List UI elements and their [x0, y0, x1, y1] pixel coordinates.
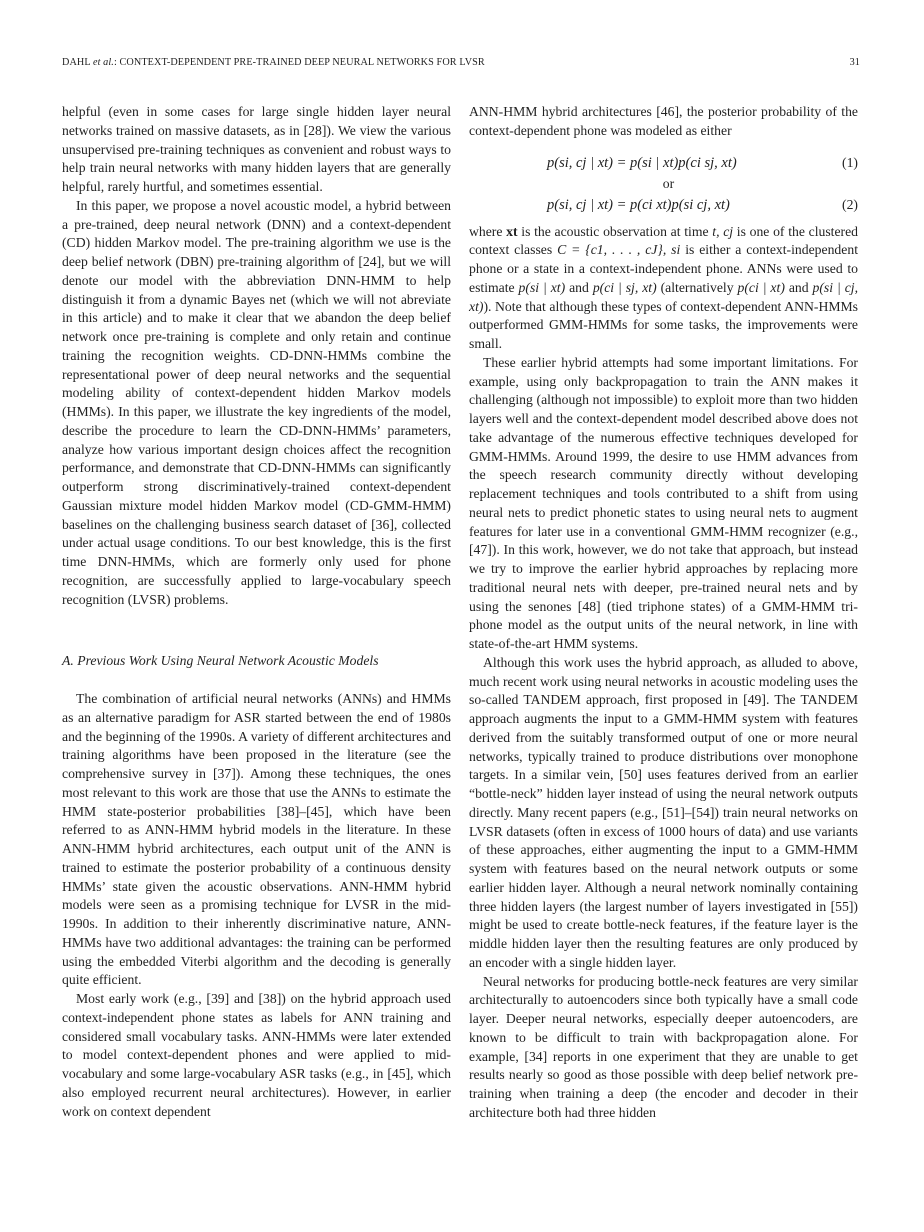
equation-1	[469, 152, 858, 174]
right-paragraph-4: Although this work uses the hybrid approach, as alluded to above, much recent work using neural networks in acoustic modeling uses the so-called TANDEM approach, first proposed in [49]. The TANDEM approach augments the input to a GMM-HMM system with features derived from the suitably transformed output of one or more neural networks, typically trained to produce distributions over monophone targets. In a similar vein, [50] uses features derived from an earlier “bottle-neck” hidden layer instead of using the neural network outputs directly. Many recent papers (e.g., [51]–[54]) train neural networks on LVSR datasets (often in excess of 1000 hours of data) and use variants of these approaches, either augmenting the input to a GMM-HMM system with features based on the neural network outputs or some earlier hidden layer. Although a neural network nominally containing three hidden layers (the largest number of layers investigated in [55]) might be used to create bottle-neck features, if the feature layer is the middle hidden layer then the resulting features are only produced by an encoder with a single hidden layer.	[469, 654, 858, 970]
right-paragraph-3: These earlier hybrid attempts had some important limitations. For example, using only backpropagation to train the ANN makes it challenging (although not impossible) to exploit more than two hidden layers well and the context-dependent model described above does not take advantage of the numerous effective techniques developed for GMM-HMMs. Around 1999, the desire to use HMM advances from the speech research community directly without developing replacement techniques and tools contributed to a shift from using neural nets to predict phonetic states to using neural nets to augment features for later use in a conventional GMM-HMM recognizer (e.g., [47]). In this work, however, we do not take that approach, but instead we try to improve the earlier hybrid approaches by replacing more traditional neural nets with deeper, pre-trained neural nets and by using the senones [48] (tied triphone states) of a GMM-HMM tri-phone model as the output units of the neural network, in line with state-of-the-art HMM systems.	[469, 354, 858, 651]
equation-1-formula: p(si, cj | xt) = p(si | xt)p(ci sj, xt)	[547, 154, 737, 171]
math-context-classes: C = {c1, . . . , cJ}, si	[557, 242, 681, 258]
math-prob-4: p(si | cj, xt)	[469, 279, 859, 314]
equation-or: or	[662, 175, 675, 191]
left-column	[62, 103, 451, 1121]
left-paragraph-4: Most early work (e.g., [39] and [38]) on the hybrid approach used context-independent phone states as labels for ANN training and considered small vocabulary tasks. ANN-HMMs were later extended to model context-dependent phones and were applied to mid-vocabulary and some large-vocabulary ASR tasks (e.g., in [45], which also employed recurrent neural architectures). However, in earlier work on context dependent	[62, 991, 451, 1119]
running-title-etal: et al.	[92, 57, 114, 68]
right-paragraph-2: where xt is the acoustic observation at time t, cj is one of the clustered context classes C = {c1, . . . , cJ}, si is either a context-independent phone or a state in a context-independent phone. ANNs were used to estimate p(si | xt) and p(ci | sj, xt) (alternatively p(ci | xt) and p(si | cj, xt)). Note that although these types of context-dependent ANN-HMMs outperformed GMM-HMMs for some tasks, the improvements were small.	[469, 223, 859, 351]
math-prob-2: p(ci | sj, xt)	[592, 279, 657, 295]
equation-1-number: (1)	[842, 154, 858, 170]
left-paragraph-2: In this paper, we propose a novel acoustic model, a hybrid between a pre-trained, deep neural network (DNN) and a context-dependent (CD) hidden Markov model. The pre-training algorithm we use is the deep belief network (DBN) pre-training algorithm of [24], but we will denote our model with the abbreviation DNN-HMM to help distinguish it from a dynamic Bayes net (which we will not abreviate in this article) and to make it clear that we abandon the deep belief network once pre-training is complete and only retain and continue training the recognition weights. CD-DNN-HMMs combine the representational power of deep neural networks and the sequential modeling ability of context-dependent hidden Markov models (HMMs). In this paper, we illustrate the key ingredients of the model, describe the procedure to learn the CD-DNN-HMMs’ parameters, analyze how various important design choices affect the recognition performance, and demonstrate that CD-DNN-HMMs can significantly outperform strong discriminatively-trained context-dependent Gaussian mixture model hidden Markov model (CD-GMM-HMM) baselines on the challenging business search dataset of [36], collected under actual usage conditions. To our best knowledge, this is the first time DNN-HMMs, which are formerly only used for phone recognition, are successfully applied to large-vocabulary speech recognition (LVSR) problems.	[62, 197, 451, 607]
left-paragraph-1: helpful (even in some cases for large single hidden layer neural networks trained on massive datasets, as in [28]). We view the various unsupervised pre-training techniques as convenient and robust ways to help train neural networks with many hidden layers that are generally helpful, rarely hurtful, and sometimes essential.	[62, 104, 451, 194]
running-header	[62, 57, 860, 71]
math-prob-3: p(ci | xt)	[737, 279, 785, 295]
right-paragraph-1: ANN-HMM hybrid architectures [46], the posterior probability of the context-dependent phone was modeled as either	[469, 104, 858, 138]
math-xt: xt	[506, 223, 518, 239]
math-t-cj: t, cj	[712, 223, 734, 239]
left-paragraph-3: The combination of artificial neural networks (ANNs) and HMMs as an alternative paradigm for ASR started between the end of 1980s and the beginning of the 1990s. A variety of different architectures and training algorithms have been proposed in the literature (see the comprehensive survey in [37]). Among these techniques, the ones most relevant to this work are those that use the ANNs to estimate the HMM state-posterior probabilities [38]–[45], which have been referred to as ANN-HMM hybrid models in the literature. In these ANN-HMM hybrid architectures, each output unit of the ANN is trained to estimate the posterior probability of a continuous density HMMs’ state given the acoustic observations. ANN-HMM hybrid models were seen as a promising technique for LVSR in the mid-1990s. In addition to their inherently discriminative nature, ANN-HMMs have two additional advantages: the training can be performed using the embedded Viterbi algorithm and the decoding is generally quite efficient.	[62, 691, 451, 988]
equation-2-number: (2)	[842, 196, 858, 212]
equation-2	[469, 194, 858, 216]
equation-2-formula: p(si, cj | xt) = p(ci xt)p(si cj, xt)	[547, 196, 730, 213]
math-prob-1: p(si | xt)	[518, 279, 566, 295]
section-heading: A. Previous Work Using Neural Network Acoustic Models	[62, 653, 379, 669]
right-column	[469, 103, 858, 1123]
page-number: 31	[849, 57, 860, 68]
right-paragraph-5: Neural networks for producing bottle-neck features are very similar architecturally to autoencoders since both typically have a small code layer. Deeper neural networks, especially deeper autoencoders, are known to be difficult to train with backpropagation alone. For example, [34] reports in one experiment that they are unable to get results nearly so good as those possible with deep belief network pre-training when training a deep (the encoder and decoder in their architecture both had three hidden	[469, 973, 858, 1120]
running-title: DAHL et al.: CONTEXT-DEPENDENT PRE-TRAINED DEEP NEURAL NETWORKS FOR LVSR	[62, 57, 485, 68]
